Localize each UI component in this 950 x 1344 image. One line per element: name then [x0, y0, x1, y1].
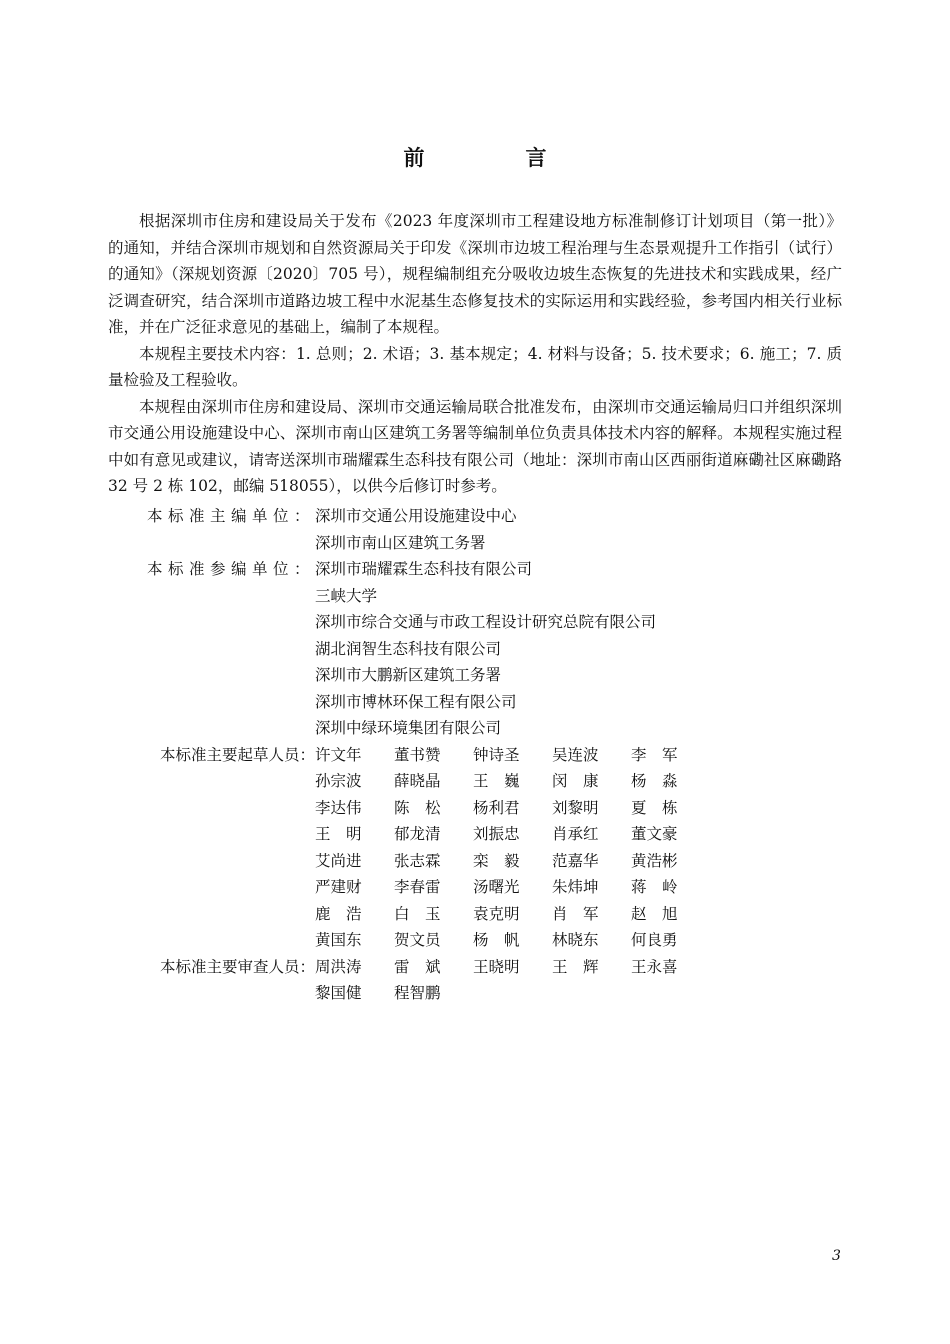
participating-units-row	[108, 609, 842, 636]
drafter-name: 何良勇	[631, 931, 678, 949]
drafter-name: 肖承红	[552, 825, 599, 843]
participating-units-label: 本标准参编单位：	[146, 560, 315, 578]
participating-units-row	[108, 715, 842, 742]
reviewers-row	[108, 980, 842, 1007]
participating-units-row	[108, 662, 842, 689]
drafter-name: 董文豪	[631, 825, 678, 843]
drafter-name: 许文年	[315, 745, 362, 764]
drafter-name: 杨利君	[473, 798, 520, 817]
reviewer-name: 雷 斌	[394, 957, 441, 976]
reviewer-name: 黎国健	[315, 984, 362, 1002]
drafter-name: 王 明	[315, 825, 362, 843]
drafter-name: 孙宗波	[315, 772, 362, 790]
drafters-row	[108, 795, 842, 822]
drafter-name: 赵 旭	[631, 904, 678, 923]
drafter-name: 鹿 浩	[315, 904, 362, 923]
drafter-name: 汤曙光	[473, 878, 520, 896]
drafter-name: 杨 淼	[631, 772, 678, 790]
paragraph-contents: 本规程主要技术内容：1. 总则；2. 术语；3. 基本规定；4. 材料与设备；5. 技术要求；6. 施工；7. 质量检验及工程验收。	[108, 344, 842, 389]
paragraph-approval: 本规程由深圳市住房和建设局、深圳市交通运输局联合批准发布，由深圳市交通运输局归口并组织深圳市交通公用设施建设中心、深圳市南山区建筑工务署等编制单位负责具体技术内容的解释。本规程实施过程中如有意见或建议，请寄送深圳市瑞耀霖生态科技有限公司（地址：深圳市南山区西丽街道麻磡社区麻磡路 32 号 2 栋 102，邮编 518055），以供今后修订时参考。	[108, 397, 842, 495]
reviewer-name: 王 辉	[552, 957, 599, 976]
reviewers-label: 本标准主要审查人员：	[159, 957, 315, 976]
drafter-name: 李春雷	[394, 878, 441, 896]
editor-units-row	[108, 530, 842, 557]
drafter-name: 袁克明	[473, 904, 520, 923]
reviewer-name: 周洪涛	[315, 957, 362, 976]
reviewer-name: 王晓明	[473, 957, 520, 976]
participating-unit: 三峡大学	[315, 586, 378, 605]
editor-unit: 深圳市南山区建筑工务署	[315, 533, 486, 552]
drafter-name: 范嘉华	[552, 851, 599, 870]
drafter-name: 郁龙清	[394, 825, 441, 843]
reviewer-name: 王永喜	[631, 957, 678, 976]
editor-units-row	[108, 503, 842, 530]
drafter-name: 黄浩彬	[631, 851, 678, 870]
participating-unit: 深圳市博林环保工程有限公司	[315, 692, 517, 711]
drafter-name: 黄国东	[315, 931, 362, 949]
drafter-name: 李达伟	[315, 798, 362, 817]
participating-unit: 深圳中绿环境集团有限公司	[315, 719, 502, 737]
participating-units-row	[108, 583, 842, 610]
drafter-name: 严建财	[315, 878, 362, 896]
participating-unit: 深圳市大鹏新区建筑工务署	[315, 666, 502, 684]
drafter-name: 肖 军	[552, 904, 599, 923]
editor-units-label: 本标准主编单位：	[146, 507, 315, 525]
drafter-name: 闵 康	[552, 772, 599, 790]
drafter-name: 蒋 岭	[631, 878, 678, 896]
participating-units-row	[108, 556, 842, 583]
drafters-row	[108, 848, 842, 875]
page-number: 3	[832, 1248, 841, 1264]
drafters-label: 本标准主要起草人员：	[159, 745, 315, 764]
drafter-name: 栾 毅	[473, 851, 520, 870]
drafters-row	[108, 821, 842, 848]
drafter-name: 刘黎明	[552, 798, 599, 817]
drafter-name: 朱炜坤	[552, 878, 599, 896]
editor-unit: 深圳市交通公用设施建设中心	[315, 507, 517, 525]
drafter-name: 贺文员	[394, 931, 441, 949]
drafter-name: 吴连波	[552, 745, 599, 764]
drafter-name: 艾尚进	[315, 851, 362, 870]
drafter-name: 夏 栋	[631, 798, 678, 817]
participating-unit: 深圳市瑞耀霖生态科技有限公司	[315, 560, 533, 578]
drafter-name: 杨 帆	[473, 931, 520, 949]
drafter-name: 王 巍	[473, 772, 520, 790]
paragraph-background: 根据深圳市住房和建设局关于发布《2023 年度深圳市工程建设地方标准制修订计划项目（第一批）》的通知，并结合深圳市规划和自然资源局关于印发《深圳市边坡工程治理与生态景观提升工作指引（试行）的通知》（深规划资源〔2020〕705 号），规程编制组充分吸收边坡生态恢复的先进技术和实践成果，经广泛调查研究，结合深圳市道路边坡工程中水泥基生态修复技术的实际运用和实践经验，参考国内相关行业标准，并在广泛征求意见的基础上，编制了本规程。	[108, 212, 842, 336]
foreword-body	[108, 208, 842, 500]
participating-units-row	[108, 689, 842, 716]
participating-units-row	[108, 636, 842, 663]
participating-unit: 湖北润智生态科技有限公司	[315, 639, 502, 658]
reviewers-row	[108, 954, 842, 981]
credits-section	[108, 503, 842, 1007]
drafter-name: 钟诗圣	[473, 745, 520, 764]
drafters-row	[108, 901, 842, 928]
drafter-name: 张志霖	[394, 851, 441, 870]
participating-unit: 深圳市综合交通与市政工程设计研究总院有限公司	[315, 613, 657, 631]
drafter-name: 林晓东	[552, 931, 599, 949]
drafter-name: 刘振忠	[473, 825, 520, 843]
drafter-name: 董书赞	[394, 745, 441, 764]
drafter-name: 白 玉	[394, 904, 441, 923]
drafters-row	[108, 874, 842, 901]
drafters-row	[108, 742, 842, 769]
drafters-row	[108, 927, 842, 954]
reviewer-name: 程智鹏	[394, 984, 441, 1002]
drafter-name: 李 军	[631, 745, 678, 764]
drafter-name: 陈 松	[394, 798, 441, 817]
drafters-row	[108, 768, 842, 795]
page-title: 前 言	[403, 146, 587, 170]
drafter-name: 薛晓晶	[394, 772, 441, 790]
